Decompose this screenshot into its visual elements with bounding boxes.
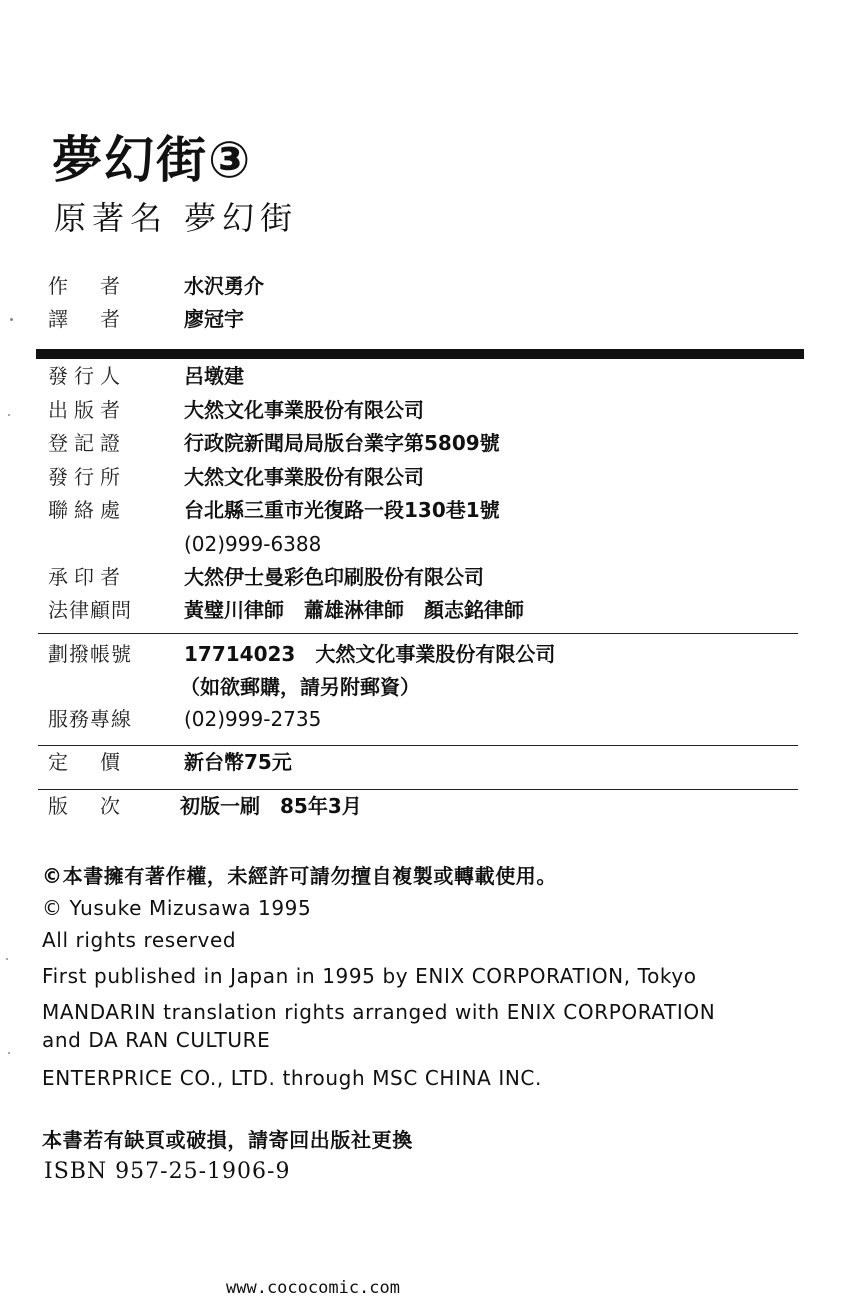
translation-rights: MANDARIN translation rights arranged with ENIX CORPORATION (42, 1000, 716, 1024)
author-value: 水沢勇介 (184, 274, 264, 298)
translator-label: 譯 者 (48, 307, 126, 331)
divider (38, 745, 798, 746)
scan-speck (6, 958, 8, 960)
hotline-value: (02)999-2735 (184, 707, 322, 731)
agency-line: ENTERPRICE CO., LTD. through MSC CHINA INC. (42, 1066, 542, 1090)
book-title: 夢幻街③ (52, 131, 253, 189)
copyright-line: © Yusuke Mizusawa 1995 (42, 896, 312, 920)
contact-label: 聯絡處 (48, 498, 126, 522)
postal-note: （如欲郵購，請另附郵資） (180, 675, 420, 699)
thick-divider (36, 349, 804, 359)
distributor-value: 大然文化事業股份有限公司 (184, 465, 424, 489)
printer-value: 大然伊士曼彩色印刷股份有限公司 (184, 565, 484, 589)
publisher-label: 出版者 (48, 398, 126, 422)
divider (38, 789, 798, 790)
registration-value: 行政院新聞局局版台業字第5809號 (184, 431, 500, 455)
author-label: 作 者 (48, 274, 126, 298)
defect-notice: 本書若有缺頁或破損，請寄回出版社更換 (42, 1128, 413, 1152)
price-label: 定 價 (48, 750, 126, 774)
translator-value: 廖冠宇 (184, 307, 244, 331)
scan-speck (8, 414, 10, 416)
rights-reserved: All rights reserved (42, 928, 237, 952)
distributor-label: 發行所 (48, 465, 126, 489)
postal-account-value: 17714023 大然文化事業股份有限公司 (184, 642, 556, 666)
scan-speck (8, 1052, 10, 1054)
printer-label: 承印者 (48, 565, 126, 589)
first-published: First published in Japan in 1995 by ENIX CORPORATION, Tokyo (42, 964, 697, 988)
contact-address: 台北縣三重市光復路一段130巷1號 (184, 498, 500, 522)
publisher-value: 大然文化事業股份有限公司 (184, 398, 424, 422)
footer-watermark-url: www.cococomic.com (226, 1278, 400, 1298)
publisher-person-value: 呂墩建 (184, 364, 244, 388)
hotline-label: 服務專線 (48, 707, 132, 731)
legal-label: 法律顧問 (48, 598, 132, 622)
price-value: 新台幣75元 (184, 750, 292, 774)
postal-account-label: 劃撥帳號 (48, 642, 132, 666)
isbn: ISBN 957-25-1906-9 (44, 1159, 291, 1184)
registration-label: 登記證 (48, 431, 126, 455)
translation-rights-cont: and DA RAN CULTURE (42, 1028, 271, 1052)
legal-value: 黃璧川律師 蕭雄淋律師 顏志銘律師 (184, 598, 524, 622)
publisher-person-label: 發行人 (48, 364, 126, 388)
contact-phone: (02)999-6388 (184, 532, 322, 556)
original-title: 原著名 夢幻街 (54, 199, 299, 237)
copyright-notice-cn: ©本書擁有著作權，未經許可請勿擅自複製或轉載使用。 (42, 864, 557, 888)
edition-value: 初版一刷 85年3月 (180, 794, 362, 818)
edition-label: 版 次 (48, 794, 126, 818)
divider (38, 633, 798, 634)
scan-speck (10, 318, 13, 321)
